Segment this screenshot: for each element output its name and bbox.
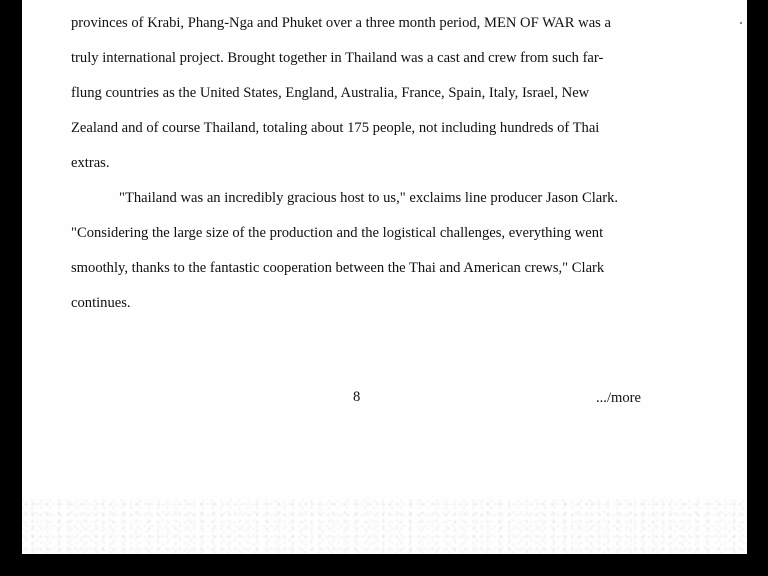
scan-speck <box>740 22 742 24</box>
paragraph-1-line-2: truly international project. Brought together in Thailand was a cast and crew from such far- <box>71 50 604 66</box>
page-number: 8 <box>353 389 361 405</box>
paragraph-2-line-4: continues. <box>71 295 131 311</box>
document-page <box>22 0 747 554</box>
paragraph-1-line-5: extras. <box>71 155 110 171</box>
paragraph-2-line-1: "Thailand was an incredibly gracious host to us," exclaims line producer Jason Clark. <box>119 190 619 206</box>
paragraph-1-line-1: provinces of Krabi, Phang-Nga and Phuket over a three month period, MEN OF WAR was a <box>71 15 611 31</box>
paragraph-2-line-2: "Considering the large size of the production and the logistical challenges, everything went <box>71 225 604 241</box>
paragraph-1-line-4: Zealand and of course Thailand, totaling about 175 people, not including hundreds of Thai <box>71 120 600 136</box>
paragraph-2-line-3: smoothly, thanks to the fantastic cooperation between the Thai and American crews," Clark <box>71 260 605 276</box>
scan-noise <box>22 498 747 554</box>
paragraph-1-line-3: flung countries as the United States, England, Australia, France, Spain, Italy, Israel, New <box>71 85 590 101</box>
continued-marker: .../more <box>596 390 641 406</box>
